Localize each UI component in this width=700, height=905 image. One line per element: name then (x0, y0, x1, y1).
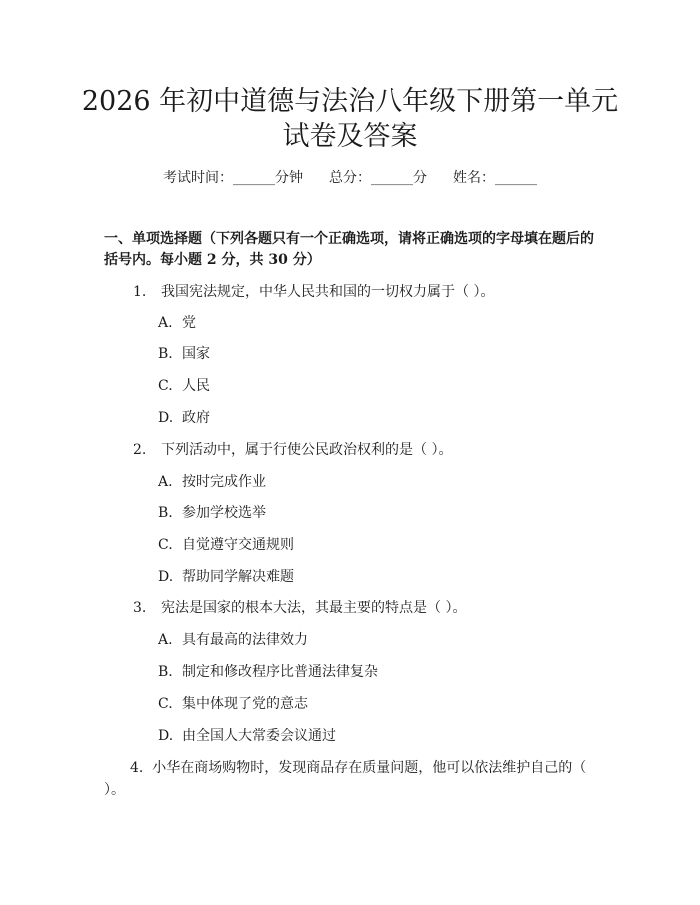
option-letter: B. (158, 664, 173, 680)
option-text: 人民 (182, 378, 210, 394)
option-letter: C. (158, 378, 173, 394)
option-text: 党 (182, 315, 196, 331)
question-1-option-d (158, 408, 210, 428)
question-1-option-b (158, 344, 210, 364)
question-1-option-a (158, 313, 196, 333)
question-text: 我国宪法规定，中华人民共和国的一切权力属于（ ）。 (161, 284, 495, 300)
score-blank: ______ (371, 170, 413, 186)
question-2 (133, 440, 452, 460)
question-3-option-b (158, 662, 378, 682)
name-blank: ______ (495, 170, 537, 186)
option-letter: B. (158, 346, 173, 362)
option-letter: B. (158, 505, 173, 521)
option-text: 具有最高的法律效力 (182, 632, 308, 648)
question-1 (133, 282, 494, 302)
question-text: 宪法是国家的根本大法，其最主要的特点是（ ）。 (161, 600, 467, 616)
name-label: 姓名： (453, 170, 495, 186)
question-3-option-d (158, 726, 336, 746)
question-2-option-d (158, 567, 294, 587)
option-text: 帮助同学解决难题 (182, 569, 294, 585)
option-text: 按时完成作业 (182, 474, 266, 490)
option-text: 由全国人大常委会议通过 (182, 728, 336, 744)
question-number: 1. (133, 284, 147, 300)
option-text: 国家 (182, 346, 210, 362)
time-blank: ______ (233, 170, 275, 186)
score-unit: 分 (413, 170, 427, 186)
time-label: 考试时间： (163, 170, 233, 186)
question-3-option-c (158, 694, 308, 714)
question-text: 小华在商场购物时，发现商品存在质量问题，他可以依法维护自己的（ ）。 (104, 760, 587, 798)
question-2-option-a (158, 472, 266, 492)
question-2-option-b (158, 503, 266, 523)
question-3-option-a (158, 630, 308, 650)
question-4 (104, 757, 598, 801)
option-letter: D. (158, 728, 174, 744)
exam-meta-line (0, 168, 700, 188)
question-number: 4. (130, 760, 144, 776)
option-letter: A. (158, 315, 173, 331)
question-3 (133, 598, 466, 618)
exam-title-line1: 2026 年初中道德与法治八年级下册第一单元 (81, 86, 619, 117)
option-letter: A. (158, 632, 173, 648)
question-number: 3. (133, 600, 147, 616)
option-letter: D. (158, 569, 174, 585)
score-label: 总分： (329, 170, 371, 186)
option-letter: C. (158, 696, 173, 712)
question-2-option-c (158, 535, 294, 555)
section-header-single-choice: 一、单项选择题（下列各题只有一个正确选项，请将正确选项的字母填在题后的括号内。每小题 2 分，共 30 分） (104, 231, 594, 268)
option-letter: D. (158, 410, 174, 426)
option-text: 参加学校选举 (182, 505, 266, 521)
question-text: 下列活动中，属于行使公民政治权利的是（ ）。 (161, 442, 453, 458)
option-text: 自觉遵守交通规则 (182, 537, 294, 553)
question-number: 2. (133, 442, 147, 458)
option-letter: C. (158, 537, 173, 553)
time-unit: 分钟 (275, 170, 303, 186)
exam-title-line2: 试卷及答案 (282, 121, 418, 152)
option-letter: A. (158, 474, 173, 490)
option-text: 制定和修改程序比普通法律复杂 (182, 664, 378, 680)
option-text: 集中体现了党的意志 (182, 696, 308, 712)
option-text: 政府 (182, 410, 210, 426)
question-1-option-c (158, 376, 210, 396)
